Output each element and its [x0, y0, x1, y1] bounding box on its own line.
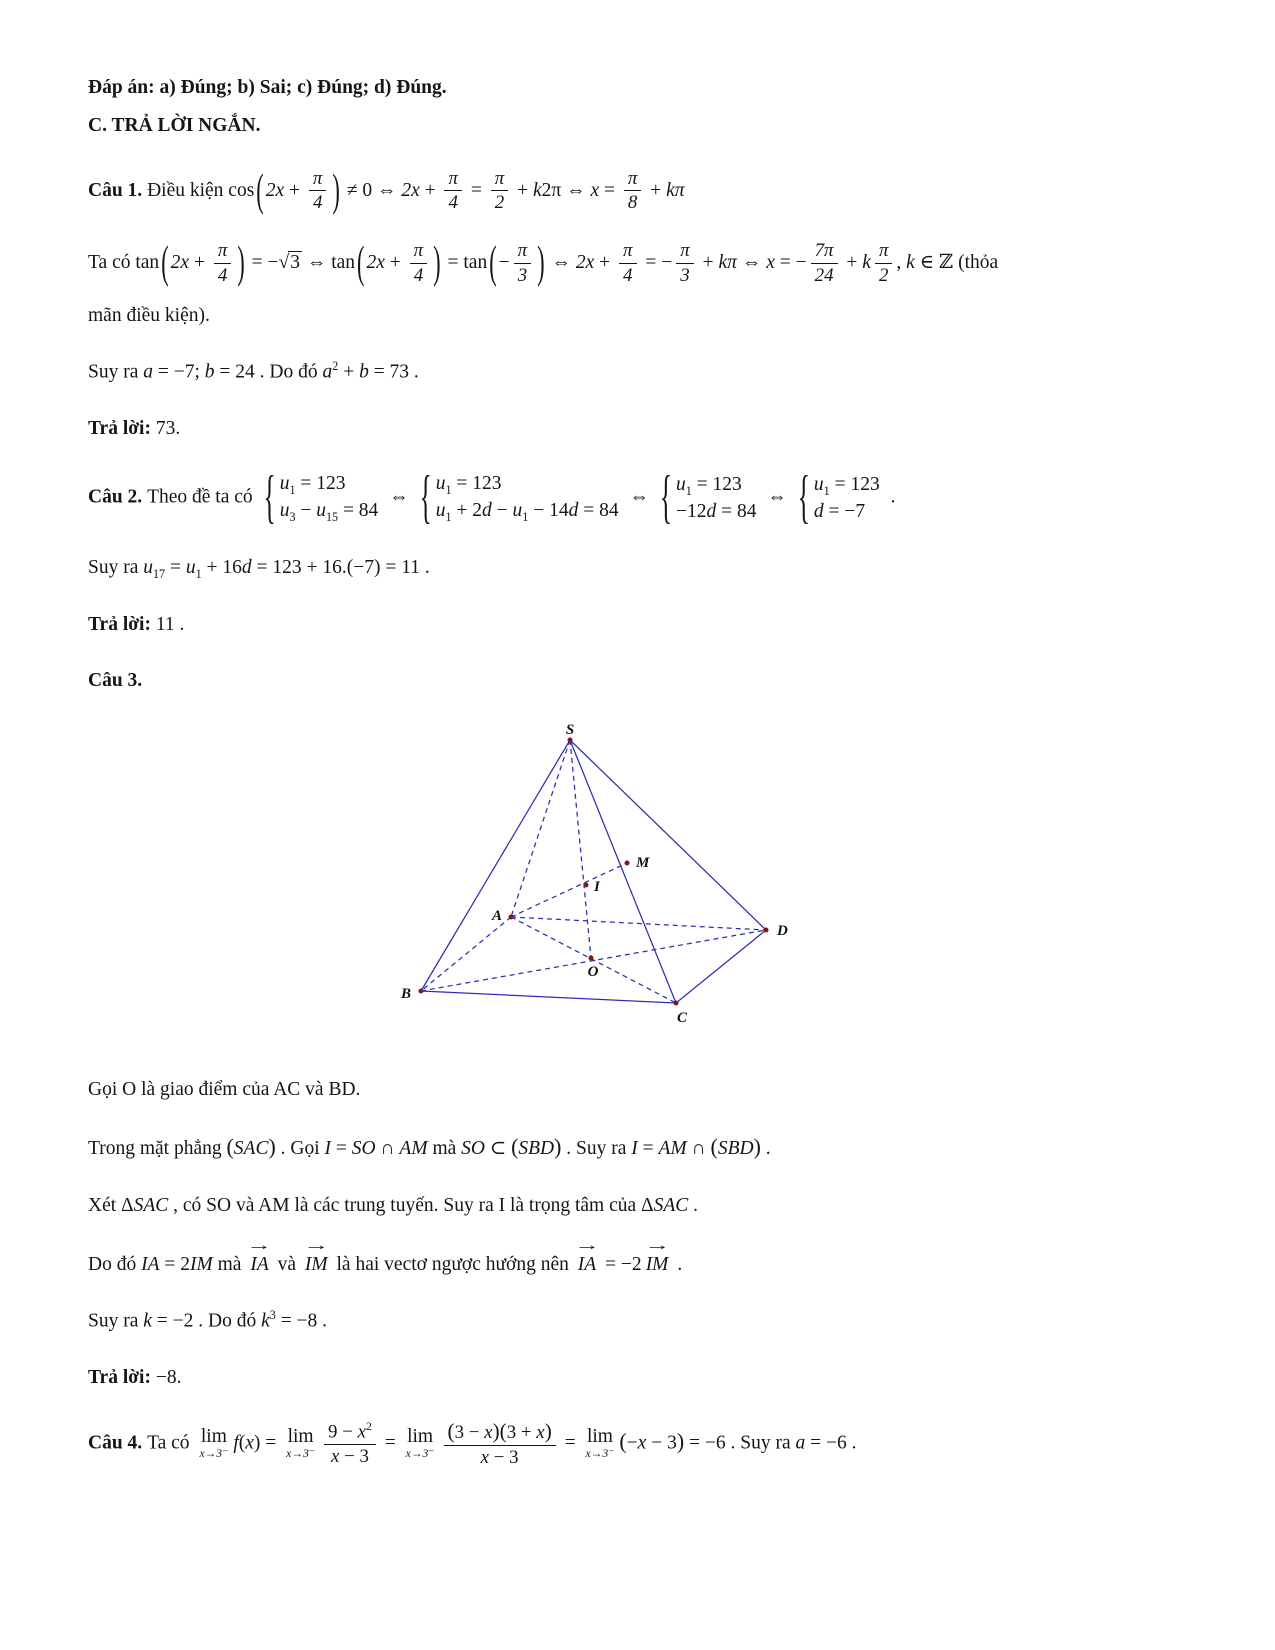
cau3-tra-loi: Trả lời: −8. — [88, 1366, 182, 1388]
fraction: $\frac{\pi}{4}$ — [444, 169, 461, 214]
edge-CD — [676, 930, 766, 1003]
edge-BD — [421, 930, 766, 991]
equation-system: { $u_1 = 123$ d = −7 — [797, 463, 880, 530]
fraction: $\frac{\pi}{4}$ — [619, 241, 636, 286]
edge-AD — [511, 917, 766, 930]
point-S — [567, 737, 572, 742]
point-B — [418, 988, 423, 993]
sqrt: √3 — [278, 252, 300, 274]
point-label-C: C — [676, 1009, 687, 1026]
point-M — [624, 860, 629, 865]
point-C — [673, 1000, 678, 1005]
cau3-heading: Câu 3. — [88, 670, 143, 692]
fraction: $\frac{\pi}{4}$ — [410, 241, 427, 286]
edge-AM — [511, 863, 627, 917]
fraction: $\frac{\pi}{3}$ — [514, 241, 531, 286]
point-O — [588, 955, 593, 960]
point-label-S: S — [565, 723, 574, 738]
edge-BC — [421, 991, 676, 1003]
point-label-O: O — [587, 963, 598, 980]
cau1-suyra-line: Suy ra a = −7; b = 24 . Do đó $a^2 + b = 73$ . — [88, 359, 419, 383]
point-label-B: B — [400, 985, 411, 1002]
edge-SC — [570, 740, 676, 1003]
limit: lim x→3⁻ — [286, 1425, 316, 1461]
edge-SD — [570, 740, 766, 930]
cau2-line: Câu 2. Theo đề ta có { $u_1 = 123$ $u_3 - u_{15} = 84$ ⇔ { $u_1 = 123$ $u_1 + 2d - u_1 - 14d = 84$ ⇔ { $u_1 = 123$ −12d = 84 ⇔ { $u_1 = 123$ d = −7 . — [88, 463, 896, 530]
cau3-pyramid-figure — [88, 724, 1189, 1042]
cau1-tra-loi: Trả lời: 73. — [88, 418, 181, 439]
fraction: $\frac{\pi}{8}$ — [624, 169, 641, 214]
point-label-M: M — [635, 854, 649, 871]
vector: → IA — [246, 1237, 273, 1275]
equation-system: { $u_1 = 123$ $u_1 + 2d - u_1 - 14d = 84$ — [419, 463, 619, 530]
point-I — [583, 882, 588, 887]
point-label-I: I — [593, 878, 600, 895]
cau4-line: Câu 4. Ta có lim x→3⁻ f(x) = lim x→3⁻ $\frac{9 - x^2}{x - 3}$ = lim x→3⁻ $\frac{(3 - x)(3 + x)}{x - 3}$ = lim x→3⁻ (−x − 3) = −6 . Suy ra a = −6 . — [88, 1419, 857, 1468]
fraction: $\frac{9 - x^2}{x - 3}$ — [324, 1421, 376, 1467]
fraction: $\frac{\pi}{4}$ — [214, 241, 231, 286]
do-do-line: Do đó IA = 2IM mà → IA và → IM là hai vectơ ngược hướng nên → IA = −2 → IM . — [88, 1248, 1189, 1279]
cau2-suyra-line: Suy ra $u_{17} = u_1 + 16d = 123 + 16.(-7) = 11$ . — [88, 556, 430, 581]
fraction: $\frac{\pi}{4}$ — [309, 169, 326, 214]
suyra-k-line: Suy ra k = −2 . Do đó $k^3 = -8$ . — [88, 1308, 328, 1332]
edge-AB — [421, 917, 511, 991]
cau1-line: Câu 1. Điều kiện cos( 2x + $\frac{\pi}{4}$ ) ≠ 0 ⇔ 2x + $\frac{\pi}{4}$ = $\frac{\pi}{2}$ + k2π ⇔ x = $\frac{\pi}{8}$ + kπ — [88, 163, 685, 216]
cau2-tra-loi: Trả lời: 11 . — [88, 614, 185, 636]
fraction: $\frac{\pi}{3}$ — [676, 241, 693, 286]
limit: lim x→3⁻ — [199, 1425, 229, 1461]
document-body — [88, 74, 1189, 1468]
trong-mat-phang-line: Trong mặt phẳng (SAC) . Gọi I = SO ∩ AM mà SO ⊂ (SBD) . Suy ra I = AM ∩ (SBD) . — [88, 1134, 771, 1159]
xet-line: Xét ΔSAC , có SO và AM là các trung tuyến. Suy ra I là trọng tâm của ΔSAC . — [88, 1194, 698, 1216]
point-label-A: A — [491, 907, 502, 924]
vector: → IM — [644, 1237, 670, 1275]
fraction: $\frac{(3 - x)(3 + x)}{x - 3}$ — [444, 1420, 556, 1468]
goi-o-line: Gọi O là giao điểm của AC và BD. — [88, 1078, 361, 1100]
point-label-D: D — [776, 922, 788, 939]
edge-SB — [421, 740, 570, 991]
limit: lim x→3⁻ — [405, 1425, 435, 1461]
edge-SO — [570, 740, 591, 958]
equation-system: { $u_1 = 123$ −12d = 84 — [659, 463, 757, 530]
fraction: $\frac{7\pi}{24}$ — [811, 241, 838, 286]
edge-SA — [511, 740, 570, 917]
answers-line: Đáp án: a) Đúng; b) Sai; c) Đúng; d) Đúng. — [88, 77, 447, 98]
vector: → IA — [574, 1237, 600, 1275]
fraction: $\frac{\pi}{2}$ — [875, 241, 892, 286]
point-A — [508, 914, 513, 919]
vector: → IM — [303, 1237, 330, 1275]
dieu-kien-line: mãn điều kiện). — [88, 304, 210, 326]
fraction: $\frac{\pi}{2}$ — [491, 169, 508, 214]
limit: lim x→3⁻ — [585, 1425, 615, 1461]
tan-line: Ta có tan( 2x + $\frac{\pi}{4}$ ) = −√3 ⇔ tan( 2x + $\frac{\pi}{4}$ ) = tan( − $\frac{\pi}{3}$ ) ⇔ 2x + $\frac{\pi}{4}$ = − $\frac{\pi}{3}$ + kπ ⇔ x = − $\frac{7\pi}{24}$ + k $\frac{\pi}{2}$ , k ∈ ℤ (thỏa — [88, 236, 999, 288]
equation-system: { $u_1 = 123$ $u_3 - u_{15} = 84$ — [263, 463, 379, 530]
point-D — [763, 927, 768, 932]
section-heading: C. TRẢ LỜI NGẮN. — [88, 115, 261, 137]
